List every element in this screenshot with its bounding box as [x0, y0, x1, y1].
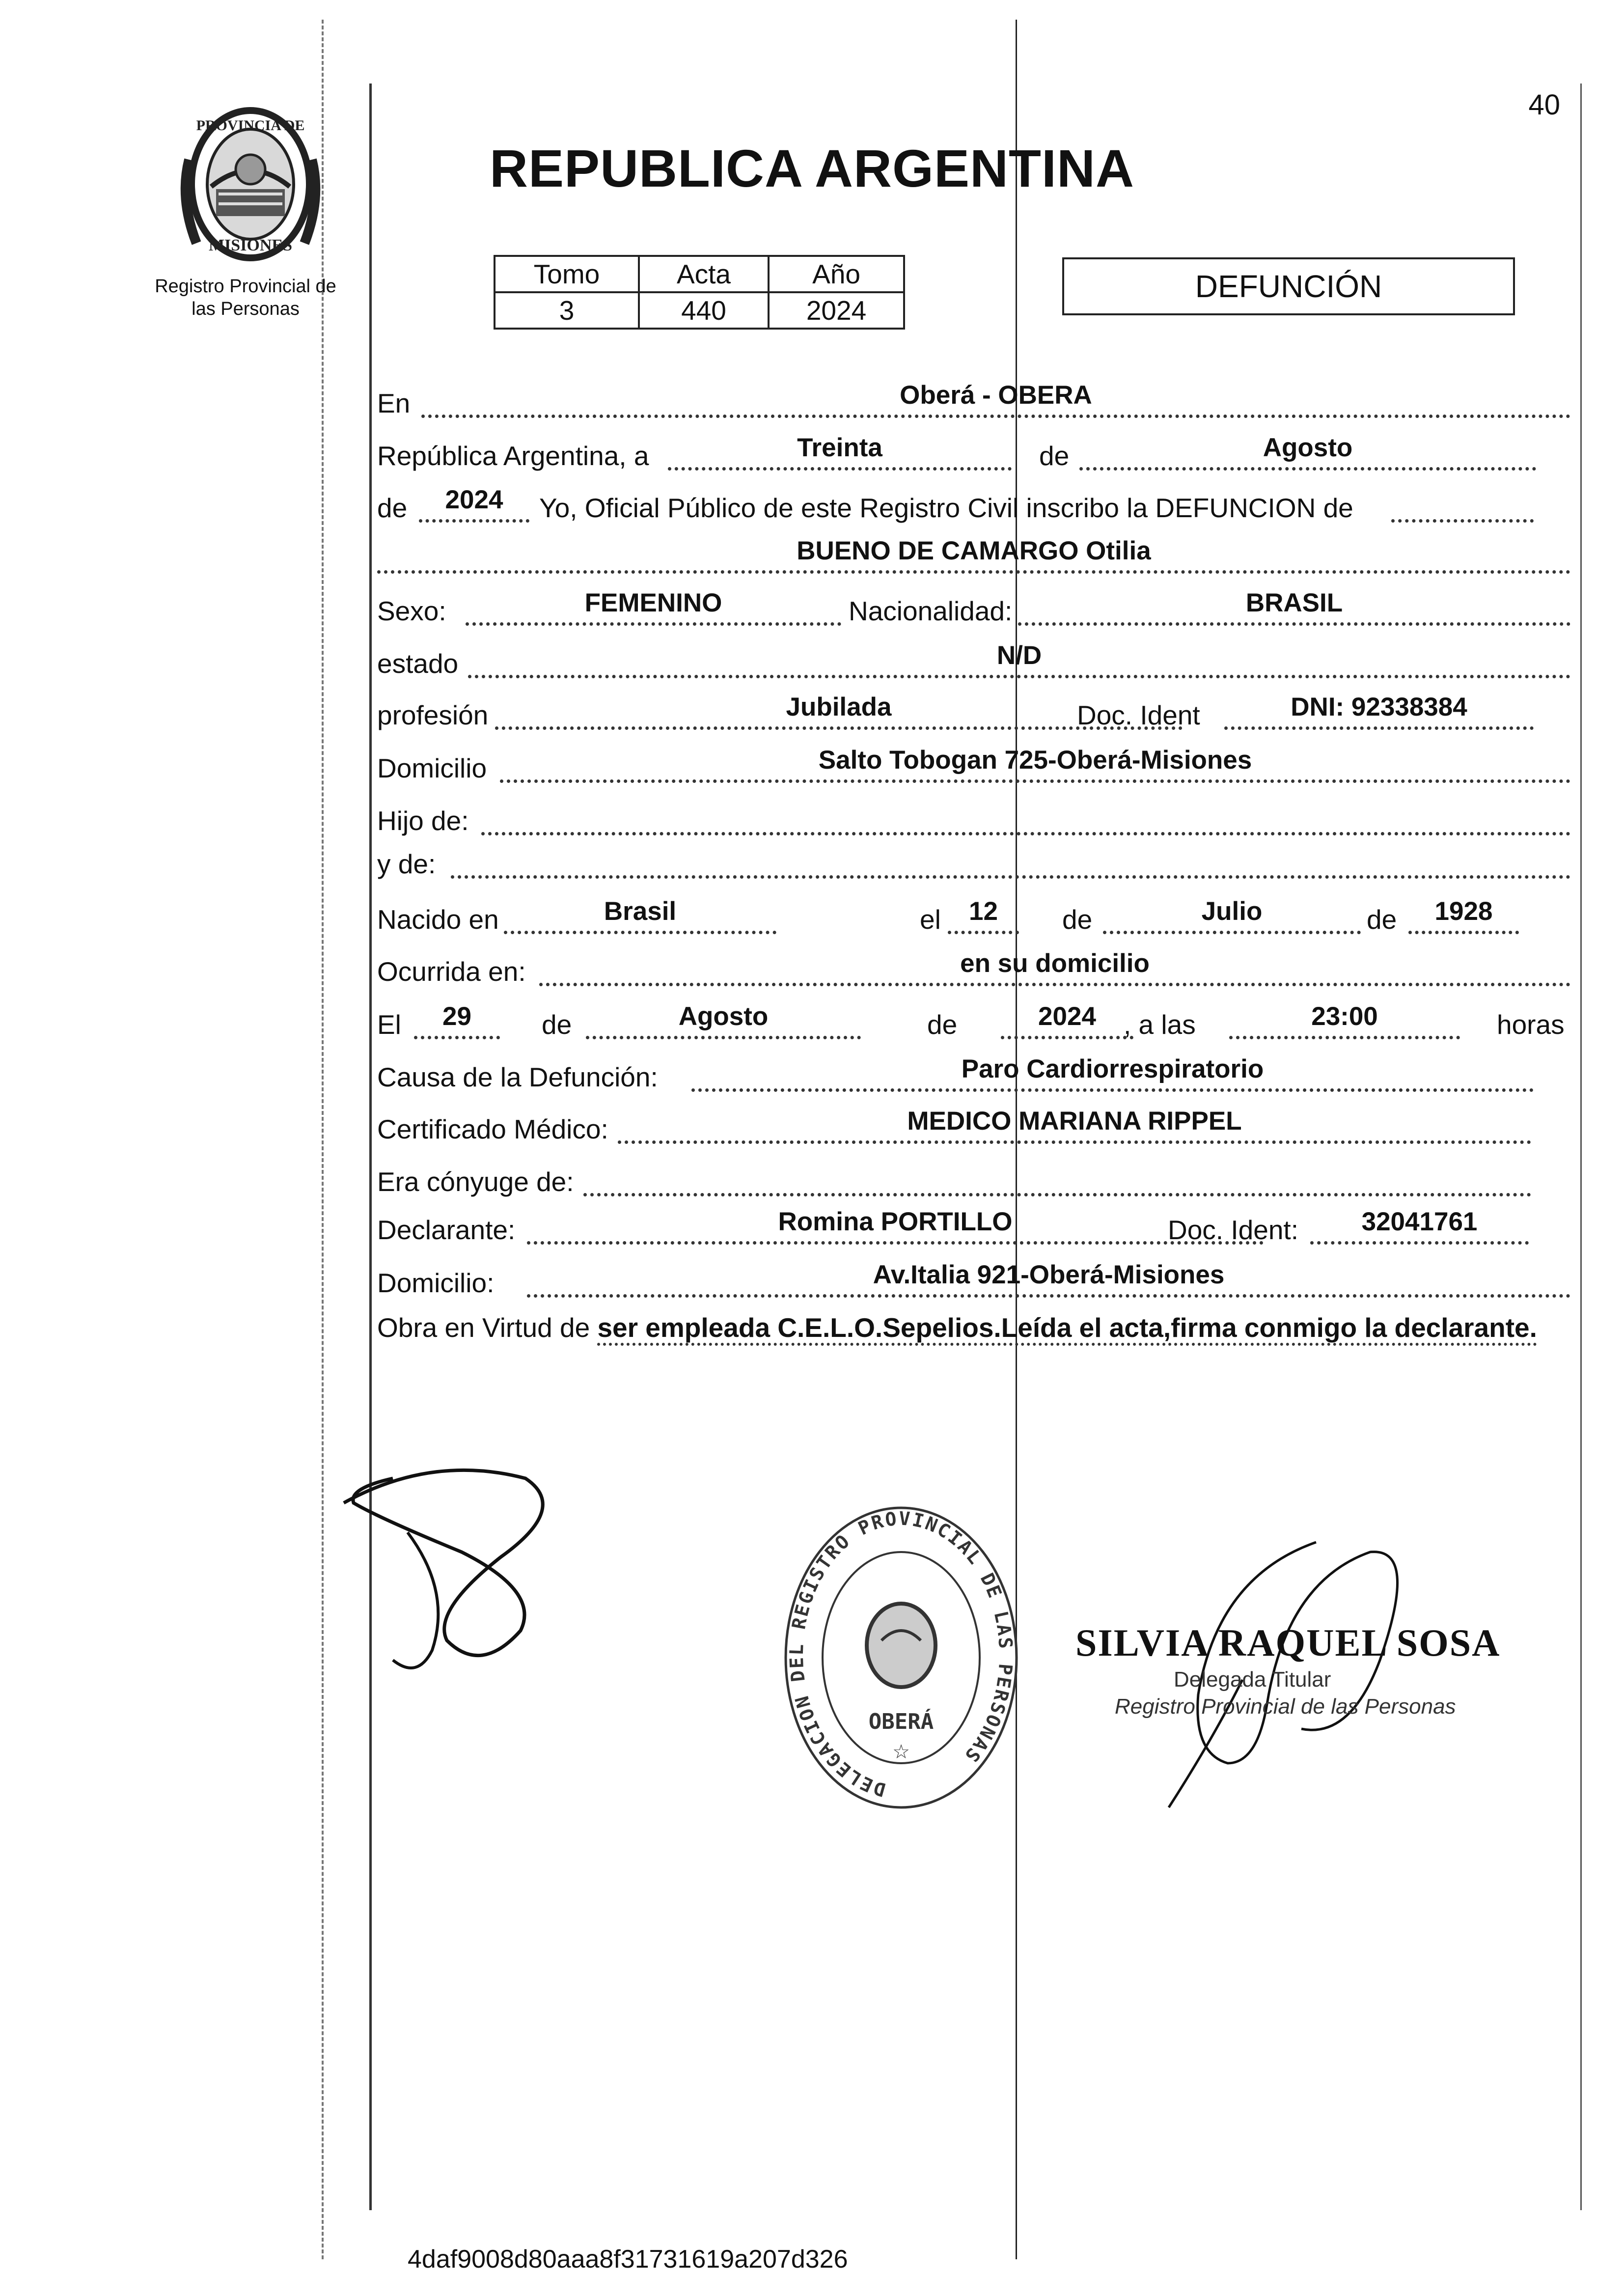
republica-de-label: de [1039, 441, 1070, 471]
official-stamp [783, 1503, 1019, 1812]
acta-value: 440 [639, 292, 769, 329]
republica-month: Agosto [1079, 434, 1536, 471]
row-hijo-de [377, 798, 1570, 842]
y-de-value [451, 842, 1570, 879]
page-number: 40 [1528, 89, 1560, 121]
registry-label-line1: Registro Provincial de [155, 276, 336, 297]
fecha-horas-label: horas [1497, 1009, 1565, 1040]
fecha-month: Agosto [586, 1002, 861, 1039]
declarante-domicilio-label: Domicilio: [377, 1268, 495, 1298]
declarante-doc-label: Doc. Ident: [1168, 1215, 1298, 1245]
anio-header: Año [769, 256, 904, 292]
nacionalidad-value: BRASIL [1018, 589, 1570, 626]
official-name: SILVIA RAQUEL SOSA [1075, 1621, 1501, 1664]
row-fecha-defuncion [377, 1002, 1570, 1046]
causa-label: Causa de la Defunción: [377, 1062, 658, 1092]
row-ocurrida [377, 949, 1570, 993]
obra-value: ser empleada C.E.L.O.Sepelios.Leída el acta,firma conmigo la declarante. [597, 1312, 1537, 1346]
fecha-time: 23:00 [1229, 1002, 1460, 1039]
year-line-trailing [1391, 486, 1534, 523]
registry-label [147, 275, 344, 320]
row-y-de [377, 841, 1570, 886]
doc-ident-label: Doc. Ident [1077, 700, 1200, 730]
page-title: REPUBLICA ARGENTINA [490, 139, 1134, 198]
deceased-name: BUENO DE CAMARGO Otilia [377, 537, 1570, 574]
sexo-label: Sexo: [377, 596, 446, 626]
declarante-value: Romina PORTILLO [527, 1208, 1264, 1245]
estado-value: N/D [468, 641, 1570, 678]
doc-ident-value: DNI: 92338384 [1224, 693, 1534, 730]
record-type-box: DEFUNCIÓN [1062, 257, 1515, 315]
y-de-label: y de: [377, 849, 436, 879]
row-republica [377, 433, 1570, 477]
nacionalidad-label: Nacionalidad: [849, 596, 1013, 626]
obra-en-virtud [377, 1306, 1570, 1349]
sexo-value: FEMENINO [466, 589, 841, 626]
registry-label-line2: las Personas [192, 299, 300, 319]
row-en [377, 381, 1570, 425]
row-causa [377, 1054, 1570, 1099]
row-year [377, 485, 1570, 529]
domicilio-value: Salto Tobogan 725-Oberá-Misiones [500, 746, 1570, 783]
row-nacido [377, 897, 1570, 941]
declarante-label: Declarante: [377, 1215, 516, 1245]
year-value: 2024 [419, 486, 529, 523]
causa-value: Paro Cardiorrespiratorio [691, 1055, 1534, 1092]
row-conyuge [377, 1159, 1570, 1203]
declarante-doc-value: 32041761 [1310, 1208, 1529, 1245]
row-estado [377, 641, 1570, 685]
row-declarante [377, 1207, 1570, 1251]
svg-text:PROVINCIA DE: PROVINCIA DE [196, 117, 305, 134]
svg-text:OBERÁ: OBERÁ [868, 1709, 934, 1734]
fecha-de-label: de [542, 1009, 572, 1040]
svg-text:☆: ☆ [892, 1741, 910, 1763]
declarante-domicilio-value: Av.Italia 921-Oberá-Misiones [527, 1261, 1570, 1298]
profesion-label: profesión [377, 700, 489, 730]
nacido-place: Brasil [504, 897, 776, 934]
province-crest-logo [174, 101, 327, 263]
nacido-year: 1928 [1408, 897, 1519, 934]
nacido-day: 12 [948, 897, 1019, 934]
anio-value: 2024 [769, 292, 904, 329]
fecha-el-label: El [377, 1009, 401, 1040]
en-value: Oberá - OBERA [421, 381, 1570, 418]
official-office: Registro Provincial de las Personas [1115, 1694, 1456, 1719]
left-margin-rule [369, 83, 372, 2210]
conyuge-label: Era cónyuge de: [377, 1166, 574, 1197]
svg-text:MISIONES: MISIONES [208, 236, 293, 254]
fecha-year: 2024 [1001, 1002, 1133, 1039]
document-hash: 4daf9008d80aaa8f31731619a207d326 [408, 2245, 848, 2274]
republica-day: Treinta [668, 434, 1012, 471]
record-reference-table [494, 255, 905, 330]
row-profesion [377, 693, 1570, 737]
republica-label: República Argentina, a [377, 441, 649, 471]
conyuge-value [583, 1160, 1531, 1196]
declarant-signature [334, 1444, 589, 1699]
row-certificado [377, 1107, 1570, 1151]
fecha-a-las-label: , a las [1124, 1009, 1196, 1040]
en-label: En [377, 388, 411, 418]
left-punch-edge [322, 20, 324, 2259]
nacido-de-label-2: de [1367, 904, 1397, 935]
ocurrida-label: Ocurrida en: [377, 956, 526, 987]
row-domicilio [377, 746, 1570, 790]
year-line-text: Yo, Oficial Público de este Registro Civil inscribo la DEFUNCION de [539, 493, 1353, 523]
nacido-de-label: de [1062, 904, 1093, 935]
hijo-de-value [481, 799, 1570, 835]
certificado-value: MEDICO MARIANA RIPPEL [618, 1107, 1531, 1144]
official-title: Delegada Titular [1174, 1667, 1331, 1692]
nacido-label: Nacido en [377, 904, 499, 935]
row-sexo [377, 588, 1570, 633]
svg-text:DELEGACION DEL REGISTRO PROVIN: DELEGACION DEL REGISTRO PROVINCIAL DE LAS PERSONAS [785, 1507, 1017, 1801]
nacido-month: Julio [1103, 897, 1361, 934]
table-header-row [495, 256, 904, 292]
hijo-de-label: Hijo de: [377, 805, 469, 836]
row-declarante-domicilio [377, 1260, 1570, 1304]
acta-header: Acta [639, 256, 769, 292]
tomo-value: 3 [495, 292, 639, 329]
fecha-de-label-2: de [927, 1009, 958, 1040]
obra-label: Obra en Virtud de [377, 1312, 590, 1343]
certificado-label: Certificado Médico: [377, 1114, 608, 1144]
year-de-label: de [377, 493, 408, 523]
fecha-day: 29 [414, 1002, 500, 1039]
nacido-el-label: el [920, 904, 941, 935]
tomo-header: Tomo [495, 256, 639, 292]
profesion-value: Jubilada [495, 693, 1183, 730]
domicilio-label: Domicilio [377, 753, 487, 783]
right-margin-rule [1580, 83, 1582, 2210]
estado-label: estado [377, 648, 459, 679]
row-deceased-name [377, 536, 1570, 581]
ocurrida-value: en su domicilio [539, 949, 1570, 986]
table-value-row [495, 292, 904, 329]
